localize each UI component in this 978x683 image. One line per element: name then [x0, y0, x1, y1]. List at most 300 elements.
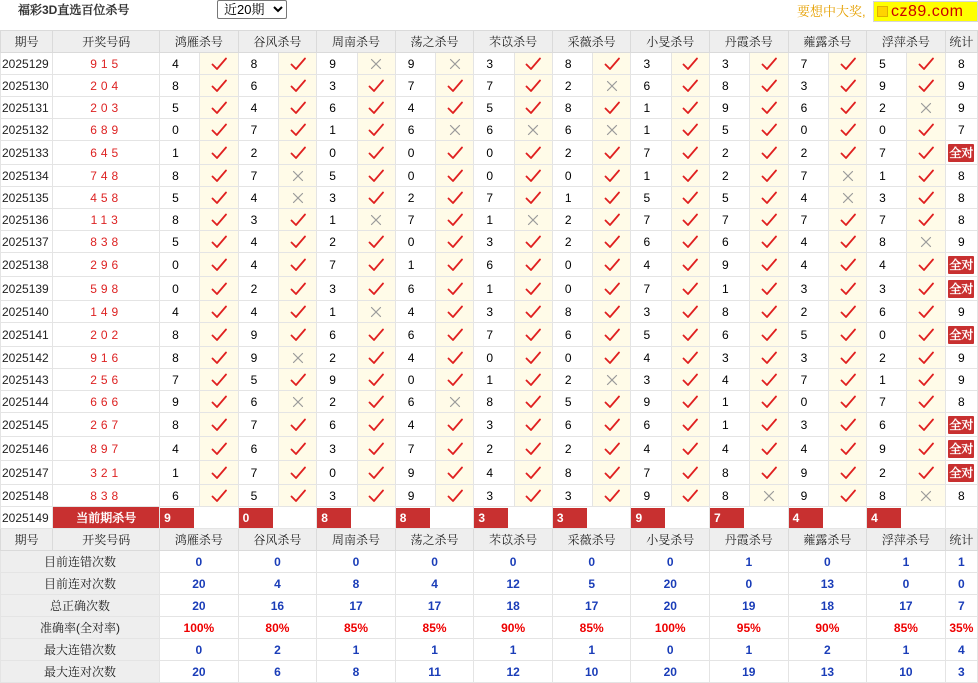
table-row	[1, 141, 978, 165]
table-row	[1, 119, 978, 141]
kill-number-cell: 8	[710, 75, 750, 97]
summary-value: 0	[710, 573, 789, 595]
check-icon	[436, 347, 474, 369]
check-icon	[907, 53, 945, 75]
check-icon	[671, 301, 709, 323]
kill-number-cell: 3	[867, 277, 907, 301]
expert-header[interactable]: 谷风杀号	[238, 529, 317, 551]
kill-number-cell: 4	[788, 437, 828, 461]
period-cell: 2025144	[1, 391, 53, 413]
promo-text[interactable]: 要想中大奖,	[797, 4, 866, 19]
kill-number-cell: 3	[631, 301, 671, 323]
check-icon	[671, 437, 709, 461]
summary-value: 8	[317, 661, 396, 683]
kill-number-cell: 0	[788, 391, 828, 413]
check-icon	[828, 209, 866, 231]
check-icon	[593, 209, 631, 231]
kill-number-cell: 1	[317, 301, 357, 323]
table-row	[1, 253, 978, 277]
check-icon	[750, 141, 788, 165]
kill-number-cell: 7	[788, 369, 828, 391]
check-icon	[671, 97, 709, 119]
check-icon	[514, 437, 552, 461]
summary-value: 8	[317, 573, 396, 595]
kill-number-cell: 9	[238, 323, 278, 347]
expert-header[interactable]: 周南杀号	[317, 31, 396, 53]
kill-number-cell: 7	[788, 53, 828, 75]
stat-cell: 9	[945, 231, 977, 253]
kill-number-table	[0, 30, 978, 683]
kill-number-cell: 2	[317, 231, 357, 253]
kill-number-cell: 1	[552, 187, 592, 209]
summary-value: 1	[867, 639, 946, 661]
table-row	[1, 209, 978, 231]
expert-header[interactable]: 丹霞杀号	[710, 529, 789, 551]
check-icon	[357, 253, 395, 277]
kill-number-cell: 0	[552, 253, 592, 277]
kill-number-cell: 6	[395, 119, 435, 141]
check-icon	[200, 97, 238, 119]
summary-value: 18	[788, 595, 867, 617]
expert-header[interactable]: 谷风杀号	[238, 31, 317, 53]
check-icon	[514, 53, 552, 75]
check-icon	[907, 277, 945, 301]
stat-cell: 8	[945, 391, 977, 413]
draw-number-cell: 202	[53, 323, 160, 347]
stat-cell: 8	[945, 209, 977, 231]
check-icon	[593, 97, 631, 119]
kill-number-cell: 6	[631, 75, 671, 97]
kill-number-cell: 5	[710, 187, 750, 209]
kill-number-cell: 0	[474, 165, 514, 187]
kill-number-cell: 2	[552, 141, 592, 165]
kill-number-cell: 5	[474, 97, 514, 119]
check-icon	[436, 437, 474, 461]
kill-number-cell: 6	[552, 323, 592, 347]
period-select[interactable]	[217, 0, 287, 19]
kill-number-cell: 9	[631, 391, 671, 413]
kill-number-cell: 3	[474, 485, 514, 507]
check-icon	[436, 209, 474, 231]
stat-cell	[945, 323, 977, 347]
check-icon	[671, 277, 709, 301]
table-row	[1, 75, 978, 97]
summary-value: 12	[474, 573, 553, 595]
kill-number-cell: 6	[160, 485, 200, 507]
full-correct-badge: 全对	[949, 327, 974, 342]
cross-icon	[593, 119, 631, 141]
page-title: 福彩3D直选百位杀号	[18, 3, 130, 17]
kill-number-cell: 2	[552, 437, 592, 461]
kill-number-cell: 6	[631, 231, 671, 253]
check-icon	[357, 277, 395, 301]
expert-header[interactable]: 浮萍杀号	[867, 529, 946, 551]
kill-number-cell: 1	[474, 369, 514, 391]
table-row	[1, 231, 978, 253]
draw-number-cell: 267	[53, 413, 160, 437]
brand-text: cz89.com	[891, 2, 964, 20]
kill-number-cell: 2	[788, 141, 828, 165]
expert-header[interactable]: 蕹露杀号	[788, 529, 867, 551]
summary-value: 0	[238, 551, 317, 573]
check-icon	[200, 301, 238, 323]
check-icon	[671, 347, 709, 369]
check-icon	[436, 323, 474, 347]
summary-value: 0	[160, 551, 239, 573]
kill-number-cell: 6	[395, 323, 435, 347]
current-kill-label: 当前期杀号	[53, 507, 160, 529]
kill-number-cell: 3	[788, 75, 828, 97]
summary-stat-value: 35%	[945, 617, 977, 639]
check-icon	[671, 231, 709, 253]
check-icon	[200, 209, 238, 231]
kill-number-cell: 4	[160, 53, 200, 75]
kill-number-cell: 0	[552, 347, 592, 369]
check-icon	[200, 119, 238, 141]
current-kill-badge: 9	[631, 508, 665, 528]
kill-number-cell: 6	[474, 119, 514, 141]
current-kill-badge: 4	[789, 508, 823, 528]
summary-row	[1, 551, 978, 573]
kill-number-cell: 2	[710, 165, 750, 187]
stat-cell: 8	[945, 187, 977, 209]
summary-value: 10	[552, 661, 631, 683]
check-icon	[593, 231, 631, 253]
check-icon	[514, 165, 552, 187]
kill-number-cell: 6	[238, 391, 278, 413]
check-icon	[671, 209, 709, 231]
kill-number-cell: 2	[710, 141, 750, 165]
kill-number-cell: 5	[160, 187, 200, 209]
draw-number-cell: 203	[53, 97, 160, 119]
kill-number-cell: 4	[788, 231, 828, 253]
check-icon	[436, 301, 474, 323]
period-cell: 2025129	[1, 53, 53, 75]
kill-number-cell: 8	[552, 301, 592, 323]
expert-header[interactable]: 荡之杀号	[395, 529, 474, 551]
check-icon	[750, 413, 788, 437]
stat-cell	[945, 437, 977, 461]
cross-icon	[278, 187, 316, 209]
summary-value: 0	[160, 639, 239, 661]
stat-cell: 8	[945, 165, 977, 187]
check-icon	[514, 277, 552, 301]
check-icon	[907, 75, 945, 97]
check-icon	[907, 461, 945, 485]
expert-header[interactable]: 浮萍杀号	[867, 31, 946, 53]
kill-number-cell: 7	[867, 209, 907, 231]
check-icon	[828, 323, 866, 347]
current-kill-badge: 8	[317, 508, 351, 528]
stat-cell: 9	[945, 97, 977, 119]
check-icon	[593, 187, 631, 209]
kill-number-cell: 7	[867, 141, 907, 165]
check-icon	[436, 97, 474, 119]
check-icon	[200, 391, 238, 413]
kill-number-cell: 6	[552, 413, 592, 437]
kill-number-cell: 2	[395, 187, 435, 209]
check-icon	[278, 75, 316, 97]
kill-number-cell: 3	[238, 209, 278, 231]
kill-number-cell: 0	[160, 119, 200, 141]
check-icon	[671, 323, 709, 347]
current-kill-cell	[395, 507, 474, 529]
summary-value: 1	[867, 551, 946, 573]
check-icon	[436, 75, 474, 97]
check-icon	[750, 97, 788, 119]
check-icon	[357, 75, 395, 97]
table-row	[1, 413, 978, 437]
kill-number-cell: 3	[788, 347, 828, 369]
kill-number-cell: 8	[867, 485, 907, 507]
expert-header[interactable]: 小旻杀号	[631, 31, 710, 53]
check-icon	[436, 485, 474, 507]
expert-header[interactable]: 采薇杀号	[552, 529, 631, 551]
check-icon	[907, 391, 945, 413]
cross-icon	[357, 53, 395, 75]
kill-number-cell: 0	[395, 165, 435, 187]
kill-number-cell: 7	[631, 461, 671, 485]
summary-value: 90%	[474, 617, 553, 639]
expert-header[interactable]: 小旻杀号	[631, 529, 710, 551]
kill-number-cell: 0	[395, 231, 435, 253]
kill-number-cell: 2	[867, 461, 907, 485]
kill-number-cell: 2	[867, 347, 907, 369]
kill-number-cell: 3	[317, 187, 357, 209]
kill-number-cell: 4	[788, 253, 828, 277]
summary-stat-value: 3	[945, 661, 977, 683]
check-icon	[907, 141, 945, 165]
check-icon	[593, 461, 631, 485]
summary-label	[1, 661, 160, 683]
cross-icon	[278, 165, 316, 187]
kill-number-cell: 0	[395, 369, 435, 391]
brand-square-icon	[877, 6, 888, 17]
stat-cell: 8	[945, 485, 977, 507]
table-row	[1, 323, 978, 347]
kill-number-cell: 2	[867, 97, 907, 119]
period-cell: 2025137	[1, 231, 53, 253]
table-row	[1, 165, 978, 187]
check-icon	[593, 485, 631, 507]
check-icon	[750, 347, 788, 369]
check-icon	[200, 437, 238, 461]
summary-value: 6	[238, 661, 317, 683]
check-icon	[828, 53, 866, 75]
table-row	[1, 437, 978, 461]
kill-number-cell: 4	[710, 437, 750, 461]
summary-value: 18	[474, 595, 553, 617]
summary-value: 19	[710, 595, 789, 617]
check-icon	[357, 187, 395, 209]
period-cell: 2025133	[1, 141, 53, 165]
expert-header[interactable]: 鸿雁杀号	[160, 529, 239, 551]
check-icon	[200, 231, 238, 253]
check-icon	[514, 141, 552, 165]
expert-header[interactable]: 周南杀号	[317, 529, 396, 551]
kill-number-cell: 3	[710, 347, 750, 369]
cross-icon	[828, 187, 866, 209]
check-icon	[593, 437, 631, 461]
check-icon	[907, 413, 945, 437]
kill-number-cell: 7	[238, 413, 278, 437]
kill-number-cell: 0	[552, 165, 592, 187]
expert-header[interactable]: 采薇杀号	[552, 31, 631, 53]
summary-value: 1	[395, 639, 474, 661]
kill-number-cell: 6	[317, 413, 357, 437]
expert-header[interactable]: 蕹露杀号	[788, 31, 867, 53]
stat-cell	[945, 461, 977, 485]
current-kill-cell	[552, 507, 631, 529]
kill-number-cell: 1	[160, 141, 200, 165]
kill-number-cell: 3	[474, 413, 514, 437]
check-icon	[671, 119, 709, 141]
table-row	[1, 301, 978, 323]
period-cell: 2025134	[1, 165, 53, 187]
stat-cell: 8	[945, 53, 977, 75]
kill-number-cell: 7	[474, 75, 514, 97]
current-kill-cell	[317, 507, 396, 529]
period-cell: 2025140	[1, 301, 53, 323]
summary-value: 11	[395, 661, 474, 683]
kill-number-cell: 6	[788, 97, 828, 119]
draw-number-cell: 689	[53, 119, 160, 141]
period-cell: 2025147	[1, 461, 53, 485]
cross-icon	[278, 347, 316, 369]
summary-stat-value: 0	[945, 573, 977, 595]
kill-number-cell: 8	[160, 75, 200, 97]
summary-value: 85%	[867, 617, 946, 639]
check-icon	[828, 119, 866, 141]
table-row	[1, 369, 978, 391]
kill-number-cell: 7	[631, 209, 671, 231]
summary-value: 16	[238, 595, 317, 617]
stat-cell: 7	[945, 119, 977, 141]
check-icon	[828, 97, 866, 119]
cross-icon	[907, 231, 945, 253]
kill-number-cell: 5	[710, 119, 750, 141]
table-row	[1, 53, 978, 75]
check-icon	[828, 253, 866, 277]
summary-value: 20	[631, 573, 710, 595]
check-icon	[200, 485, 238, 507]
full-correct-badge: 全对	[949, 465, 974, 480]
stat-cell: 9	[945, 301, 977, 323]
summary-row	[1, 595, 978, 617]
summary-value: 20	[160, 661, 239, 683]
kill-number-cell: 9	[238, 347, 278, 369]
stat-cell: 9	[945, 347, 977, 369]
check-icon	[357, 97, 395, 119]
check-icon	[357, 413, 395, 437]
check-icon	[514, 461, 552, 485]
kill-number-cell: 3	[474, 53, 514, 75]
check-icon	[750, 391, 788, 413]
period-cell: 2025130	[1, 75, 53, 97]
kill-number-cell: 4	[867, 253, 907, 277]
check-icon	[750, 231, 788, 253]
check-icon	[278, 141, 316, 165]
summary-value: 17	[395, 595, 474, 617]
summary-label	[1, 573, 160, 595]
check-icon	[278, 461, 316, 485]
stat-cell	[945, 277, 977, 301]
kill-number-cell: 3	[867, 187, 907, 209]
kill-number-cell: 0	[867, 323, 907, 347]
check-icon	[514, 231, 552, 253]
kill-number-cell: 6	[317, 97, 357, 119]
summary-value: 20	[160, 595, 239, 617]
table-row	[1, 187, 978, 209]
summary-stat-value: 7	[945, 595, 977, 617]
kill-number-cell: 1	[317, 209, 357, 231]
summary-label-text: 最大连对次数	[44, 665, 117, 679]
full-correct-badge: 全对	[949, 145, 974, 160]
check-icon	[436, 277, 474, 301]
check-icon	[436, 165, 474, 187]
check-icon	[750, 253, 788, 277]
check-icon	[750, 437, 788, 461]
summary-label	[1, 551, 160, 573]
check-icon	[200, 369, 238, 391]
check-icon	[750, 323, 788, 347]
summary-value: 0	[552, 551, 631, 573]
check-icon	[514, 187, 552, 209]
kill-number-cell: 7	[788, 165, 828, 187]
current-kill-badge: 8	[396, 508, 430, 528]
period-cell: 2025141	[1, 323, 53, 347]
kill-number-cell: 5	[552, 391, 592, 413]
draw-number-cell: 916	[53, 347, 160, 369]
expert-header[interactable]: 荡之杀号	[395, 31, 474, 53]
check-icon	[278, 253, 316, 277]
check-icon	[750, 461, 788, 485]
check-icon	[671, 391, 709, 413]
check-icon	[278, 301, 316, 323]
cross-icon	[593, 75, 631, 97]
cross-icon	[907, 97, 945, 119]
draw-number-cell: 458	[53, 187, 160, 209]
col-period-header: 期号	[1, 529, 53, 551]
check-icon	[278, 209, 316, 231]
brand-banner[interactable]	[873, 1, 978, 22]
check-icon	[514, 369, 552, 391]
expert-header[interactable]: 芣苡杀号	[474, 31, 553, 53]
kill-number-cell: 4	[395, 413, 435, 437]
current-period-row	[1, 507, 978, 529]
expert-header[interactable]: 丹霞杀号	[710, 31, 789, 53]
expert-header[interactable]: 鸿雁杀号	[160, 31, 239, 53]
expert-header[interactable]: 芣苡杀号	[474, 529, 553, 551]
check-icon	[436, 461, 474, 485]
summary-row	[1, 573, 978, 595]
check-icon	[278, 437, 316, 461]
cross-icon	[750, 485, 788, 507]
kill-number-cell: 5	[788, 323, 828, 347]
current-kill-cell	[710, 507, 789, 529]
kill-number-cell: 5	[160, 97, 200, 119]
kill-number-cell: 7	[710, 209, 750, 231]
check-icon	[278, 323, 316, 347]
stat-cell: 9	[945, 75, 977, 97]
check-icon	[750, 75, 788, 97]
kill-number-cell: 0	[474, 347, 514, 369]
summary-row	[1, 661, 978, 683]
kill-number-cell: 7	[395, 437, 435, 461]
kill-number-cell: 1	[631, 97, 671, 119]
summary-value: 17	[552, 595, 631, 617]
kill-number-cell: 6	[317, 323, 357, 347]
